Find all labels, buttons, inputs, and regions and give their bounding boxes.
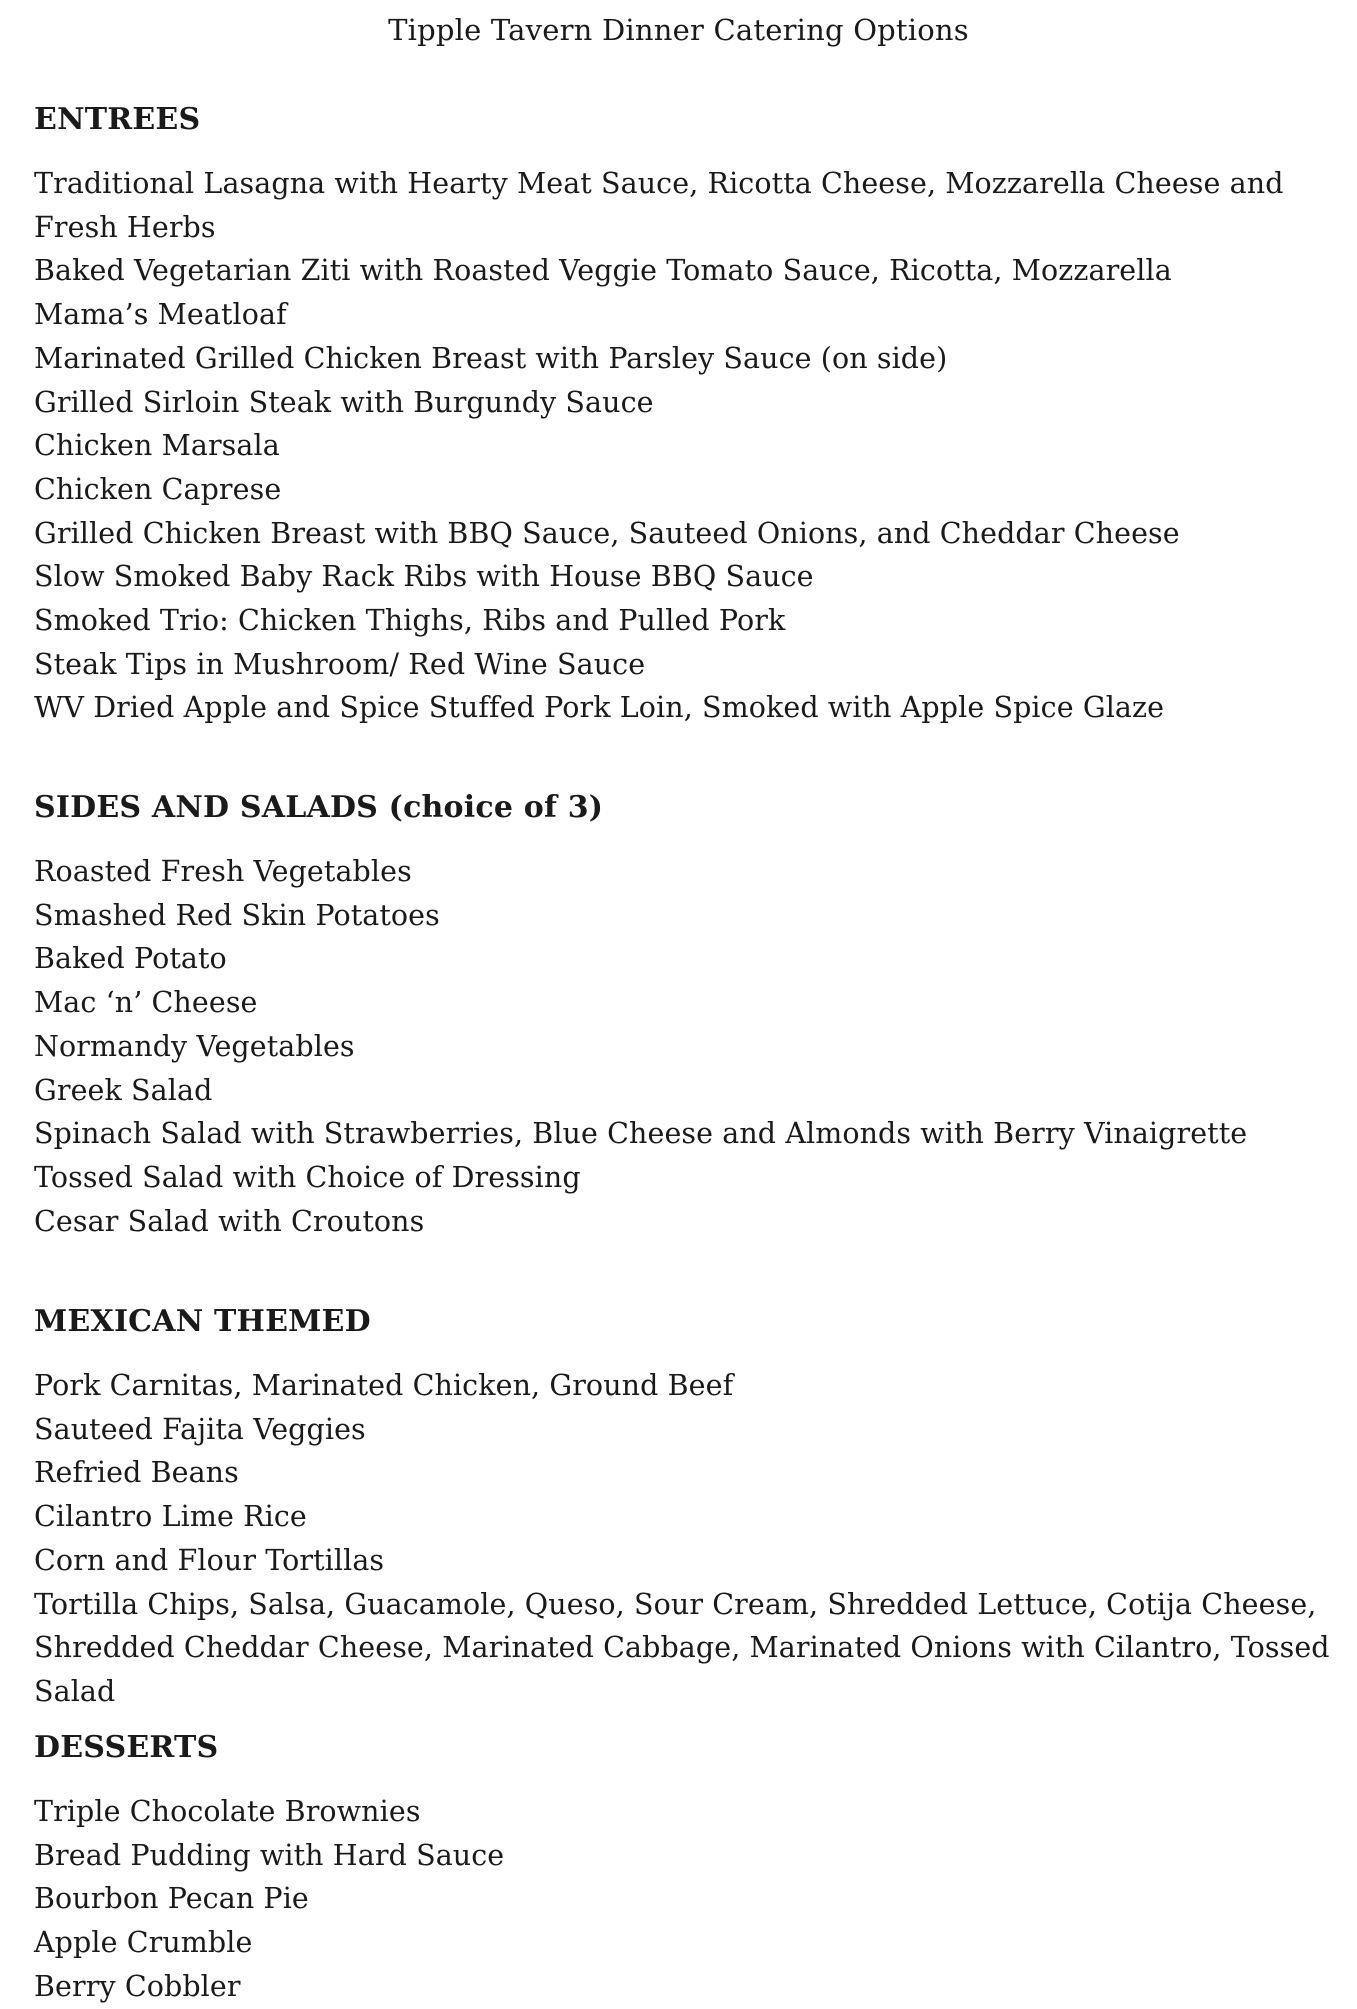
menu-item: Smoked Trio: Chicken Thighs, Ribs and Pulled Pork [34,604,786,638]
menu-item: Chicken Marsala [34,429,280,463]
menu-item: Tortilla Chips, Salsa, Guacamole, Queso, Sour Cream, Shredded Lettuce, Cotija Cheese, Shredded Cheddar Cheese, Marinated Cabbage, Marinated Onions with Cilantro, Tossed Salad [34,1587,1330,1708]
menu-item: Baked Vegetarian Ziti with Roasted Veggie Tomato Sauce, Ricotta, Mozzarella [34,254,1172,288]
sides-list [34,850,1344,1243]
menu-item: Marinated Grilled Chicken Breast with Parsley Sauce (on side) [34,341,948,375]
menu-item: Mac ‘n’ Cheese [34,986,258,1020]
menu-item: Cilantro Lime Rice [34,1500,307,1534]
menu-item: Roasted Fresh Vegetables [34,855,412,888]
menu-item: Normandy Vegetables [34,1029,355,1063]
menu-item: Bread Pudding with Hard Sauce [34,1838,505,1872]
menu-item: Sauteed Fajita Veggies [34,1412,366,1446]
section-sides-and-salads [34,788,1344,1243]
section-heading-entrees: ENTREES [34,102,201,137]
menu-item: Grilled Chicken Breast with BBQ Sauce, Sauteed Onions, and Cheddar Cheese [34,516,1180,550]
menu-item: Grilled Sirloin Steak with Burgundy Sauce [34,385,654,419]
menu-item: Apple Crumble [34,1926,253,1960]
menu-item: Tossed Salad with Choice of Dressing [34,1160,581,1194]
section-heading-desserts: DESSERTS [34,1730,219,1765]
section-heading-sides: SIDES AND SALADS (choice of 3) [34,790,604,825]
menu-item: Mama’s Meatloaf [34,298,287,332]
menu-item: Greek Salad [34,1073,213,1107]
menu-item: WV Dried Apple and Spice Stuffed Pork Loin, Smoked with Apple Spice Glaze [34,691,1165,725]
menu-item: Berry Cobbler [34,1969,241,2003]
menu-item: Spinach Salad with Strawberries, Blue Cheese and Almonds with Berry Vinaigrette [34,1117,1248,1151]
section-entrees [34,100,1344,730]
section-mexican-themed [34,1302,1344,1714]
section-desserts [34,1728,1344,2009]
menu-item: Steak Tips in Mushroom/ Red Wine Sauce [34,647,646,681]
page-title: Tipple Tavern Dinner Catering Options [388,13,969,47]
menu-item: Corn and Flour Tortillas [34,1543,385,1577]
menu-item: Cesar Salad with Croutons [34,1204,425,1238]
menu-item: Baked Potato [34,942,227,976]
menu-item: Traditional Lasagna with Hearty Meat Sauce, Ricotta Cheese, Mozzarella Cheese and Fresh Herbs [34,167,1284,244]
section-heading-mexican: MEXICAN THEMED [34,1304,371,1339]
menu-item: Bourbon Pecan Pie [34,1882,309,1916]
menu-item: Chicken Caprese [34,472,282,506]
menu-item: Refried Beans [34,1456,239,1490]
menu-item: Smashed Red Skin Potatoes [34,898,440,932]
menu-item: Pork Carnitas, Marinated Chicken, Ground Beef [34,1369,734,1402]
desserts-list [34,1790,1344,2009]
menu-item: Slow Smoked Baby Rack Ribs with House BBQ Sauce [34,560,814,594]
entrees-list [34,162,1344,730]
mexican-list [34,1364,1344,1714]
menu-item: Triple Chocolate Brownies [34,1795,421,1828]
